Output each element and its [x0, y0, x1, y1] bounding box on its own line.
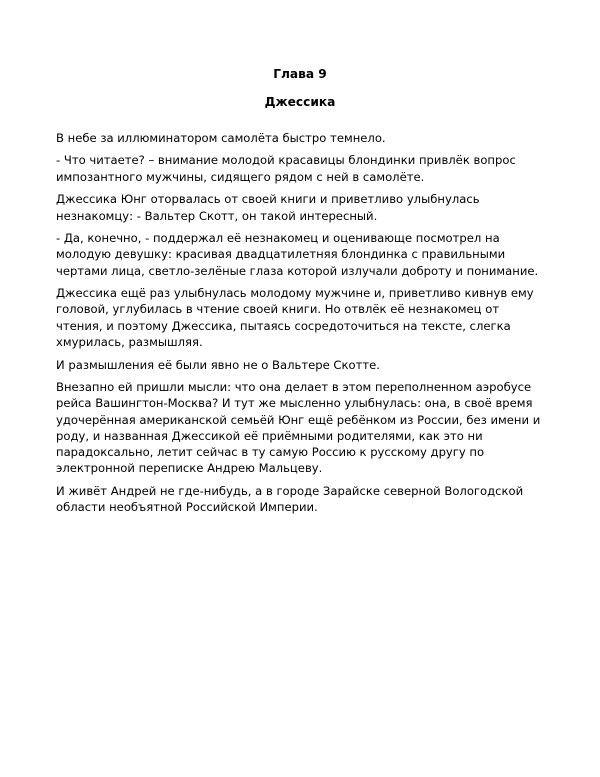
chapter-title: Глава 9 [273, 67, 327, 81]
chapter-subtitle: Джессика [264, 95, 336, 109]
paragraph: Джессика Юнг оторвалась от своей книги и приветливо улыбнулась незнакомцу: - Вальтер Скотт, он такой интересный. [56, 192, 480, 223]
paragraph: Джессика ещё раз улыбнулась молодому мужчине и, приветливо кивнув ему головой, углубилась в чтение своей книги. Но отвлёк её незнакомец от чтения, и поэтому Джессика, пытаясь сосредоточиться на тексте, слегка хмурилась, размышляя. [56, 286, 534, 350]
chapter-body [56, 130, 546, 522]
paragraph: В небе за иллюминатором самолёта быстро темнело. [56, 131, 386, 145]
paragraph: - Да, конечно, - поддержал её незнакомец и оценивающе посмотрел на молодую девушку: красивая двадцатилетняя блондинка с правильными чертами лица, светло-зелёные глаза которой излучали доброту и понимание. [56, 231, 539, 278]
paragraph: И размышления её были явно не о Вальтере Скотте. [56, 357, 380, 372]
paragraph: Внезапно ей пришли мысли: что она делает в этом переполненном аэробусе рейса Вашингтон-Москва? И тут же мысленно улыбнулась: она, в своё время удочерённая американской семьёй Юнг ещё ребёнком из России, без имени и роду, и названная Джессикой её приёмными родителями, как это ни парадоксально, летит сейчас в ту самую Россию к русскому другу по электронной переписке Андрею Мальцеву. [56, 379, 541, 476]
paragraph: И живёт Андрей не где-нибудь, а в городе Зарайске северной Вологодской области необъятной Российской Империи. [56, 483, 524, 515]
paragraph: - Что читаете? – внимание молодой красавицы блондинки привлёк вопрос импозантного мужчины, сидящего рядом с ней в самолёте. [56, 153, 516, 184]
